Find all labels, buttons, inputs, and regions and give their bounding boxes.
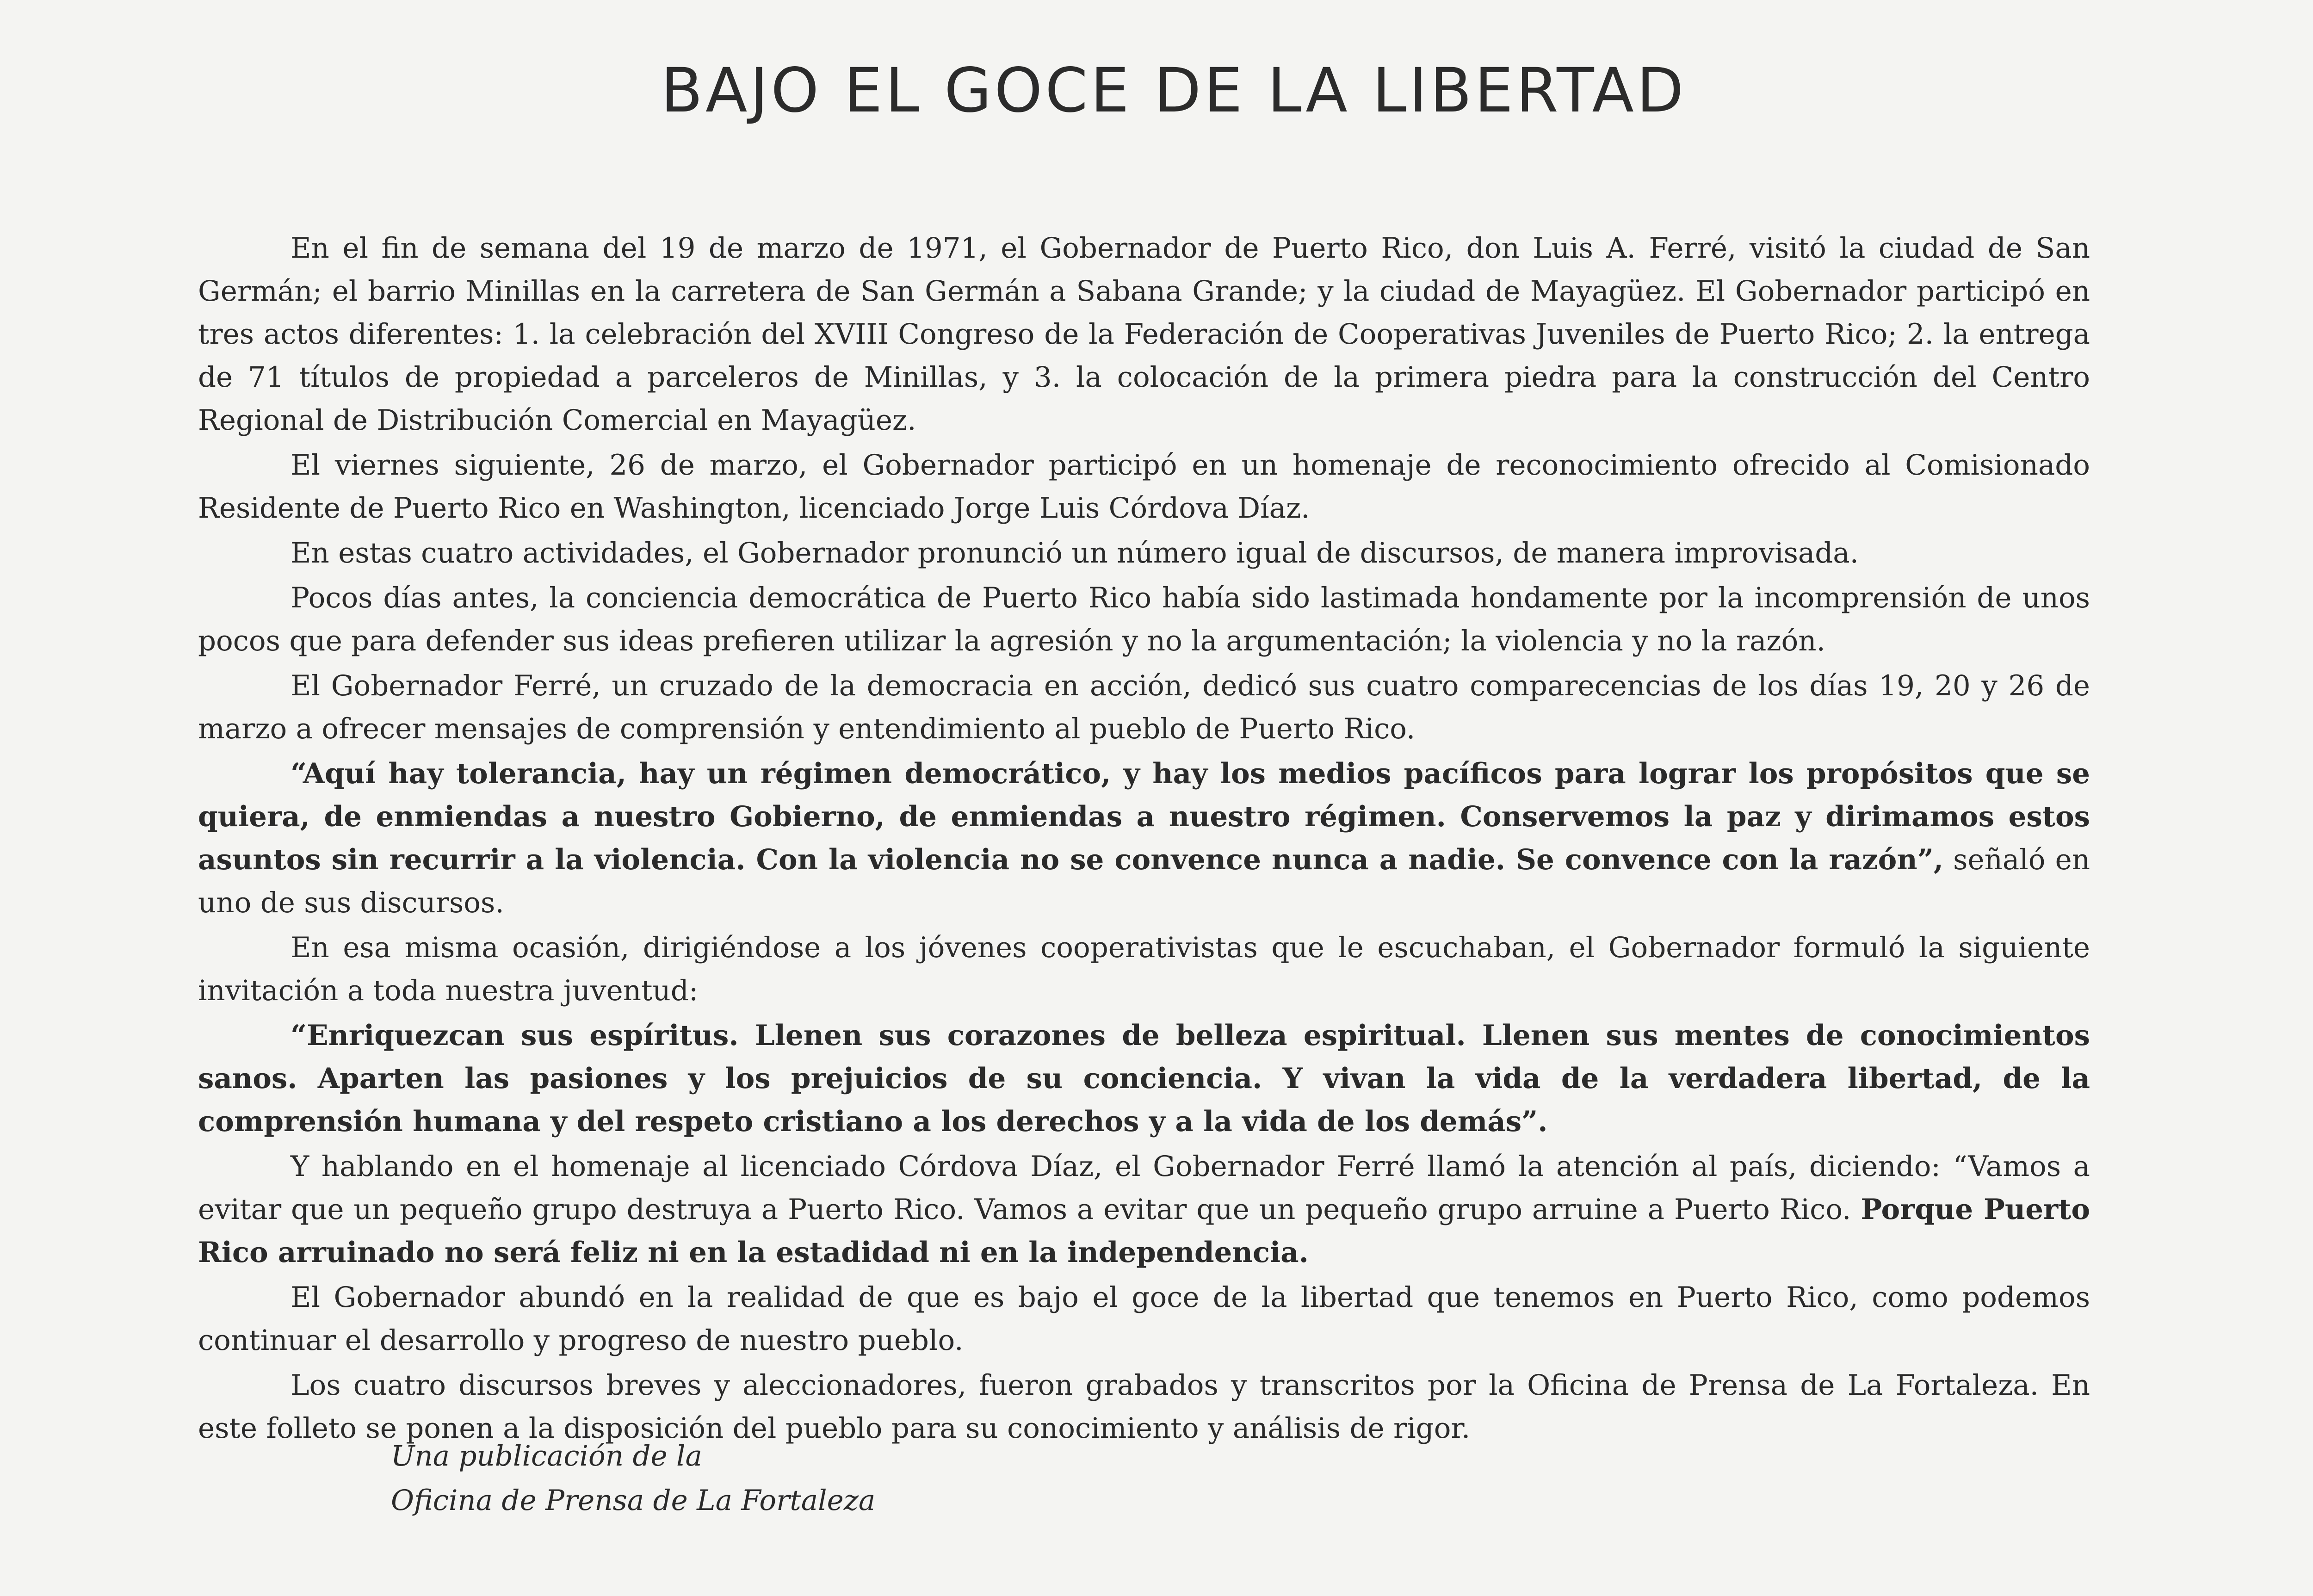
page-title: BAJO EL GOCE DE LA LIBERTAD	[661, 55, 1687, 126]
paragraph-9-emphasis: Porque Puerto Rico arruinado no será feliz ni en la estadidad ni en la independencia.	[198, 1193, 2090, 1269]
paragraph-6	[198, 752, 2090, 924]
quote-attribution: señaló en uno de sus discursos.	[198, 843, 2090, 919]
paragraph-5: El Gobernador Ferré, un cruzado de la democracia en acción, dedicó sus cuatro comparecencias de los días 19, 20 y 26 de marzo a ofrecer mensajes de comprensión y entendimiento al pueblo de Puerto Rico.	[198, 669, 2090, 745]
paragraph-1: En el fin de semana del 19 de marzo de 1971, el Gobernador de Puerto Rico, don Luis A. Ferré, visitó la ciudad de San Germán; el barrio Minillas en la carretera de San Germán a Sabana Grande; y la ciudad de Mayagüez. El Gobernador participó en tres actos diferentes: 1. la celebración del XVIII Congreso de la Federación de Cooperativas Juveniles de Puerto Rico; 2. la entrega de 71 títulos de propiedad a parceleros de Minillas, y 3. la colocación de la primera piedra para la construcción del Centro Regional de Distribución Comercial en Mayagüez.	[198, 232, 2090, 437]
signature-line-1: Una publicación de la	[391, 1440, 702, 1472]
quote-tolerancia: “Aquí hay tolerancia, hay un régimen democrático, y hay los medios pacíficos para lograr los propósitos que se quiera, de enmiendas a nuestro Gobierno, de enmiendas a nuestro régimen. Conservemos la paz y dirimamos estos asuntos sin recurrir a la violencia. Con la violencia no se convence nunca a nadie. Se convence con la razón”,	[198, 757, 2090, 876]
paragraph-4: Pocos días antes, la conciencia democrática de Puerto Rico había sido lastimada hondamente por la incomprensión de unos pocos que para defender sus ideas prefieren utilizar la agresión y no la argumentación; la violencia y no la razón.	[198, 581, 2090, 657]
signature-line-2: Oficina de Prensa de La Fortaleza	[391, 1484, 876, 1517]
paragraph-3: En estas cuatro actividades, el Gobernador pronunció un número igual de discursos, de manera improvisada.	[291, 537, 1859, 569]
document-body	[198, 227, 2090, 1452]
publisher-signature	[391, 1434, 875, 1523]
paragraph-9	[198, 1145, 2090, 1274]
paragraph-11: Los cuatro discursos breves y aleccionadores, fueron grabados y transcritos por la Oficina de Prensa de La Fortaleza. En este folleto se ponen a la disposición del pueblo para su conocimiento y análisis de rigor.	[198, 1369, 2090, 1445]
paragraph-9-lead: Y hablando en el homenaje al licenciado Córdova Díaz, el Gobernador Ferré llamó la atención al país, diciendo: “Vamos a evitar que un pequeño grupo destruya a Puerto Rico. Vamos a evitar que un pequeño grupo arruine a Puerto Rico.	[198, 1150, 2090, 1226]
paragraph-2: El viernes siguiente, 26 de marzo, el Gobernador participó en un homenaje de reconocimiento ofrecido al Comisionado Residente de Puerto Rico en Washington, licenciado Jorge Luis Córdova Díaz.	[198, 449, 2090, 525]
quote-enriquezcan: “Enriquezcan sus espíritus. Llenen sus corazones de belleza espiritual. Llenen sus mentes de conocimientos sanos. Aparten las pasiones y los prejuicios de su conciencia. Y vivan la vida de la verdadera libertad, de la comprensión humana y del respeto cristiano a los derechos y a la vida de los demás”.	[198, 1019, 2090, 1138]
paragraph-10: El Gobernador abundó en la realidad de que es bajo el goce de la libertad que tenemos en Puerto Rico, como podemos continuar el desarrollo y progreso de nuestro pueblo.	[198, 1281, 2090, 1357]
paragraph-7: En esa misma ocasión, dirigiéndose a los jóvenes cooperativistas que le escuchaban, el Gobernador formuló la siguiente invitación a toda nuestra juventud:	[198, 931, 2090, 1007]
